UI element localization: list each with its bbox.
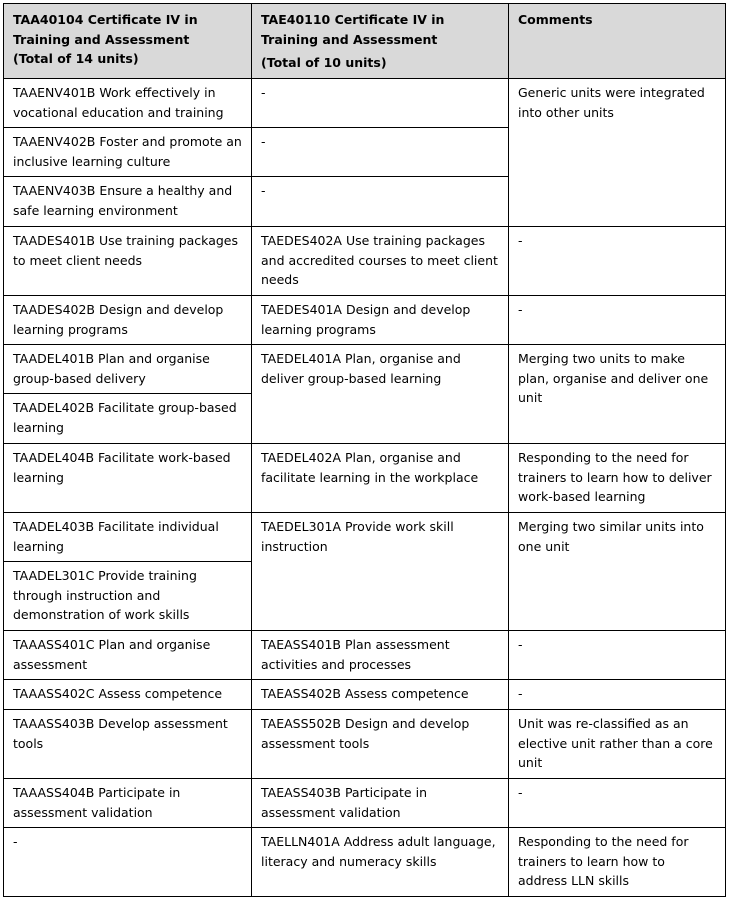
comment-cell: - (509, 227, 726, 296)
comment-cell: Responding to the need for trainers to learn how to address LLN skills (509, 828, 726, 897)
old-unit-cell: TAADEL401B Plan and organise group-based delivery (4, 345, 252, 394)
old-unit-cell: TAAASS403B Develop assessment tools (4, 710, 252, 779)
comment-cell: Generic units were integrated into other units (509, 79, 726, 227)
old-unit-cell: TAAENV403B Ensure a healthy and safe learning environment (4, 177, 252, 227)
new-unit-cell: TAEDEL402A Plan, organise and facilitate learning in the workplace (252, 444, 509, 513)
new-unit-cell: TAEASS401B Plan assessment activities and processes (252, 631, 509, 680)
old-unit-cell: TAAASS402C Assess competence (4, 680, 252, 710)
comment-cell: - (509, 631, 726, 680)
header-new-qualification: TAE40110 Certificate IV in Training and Assessment (Total of 10 units) (252, 4, 509, 79)
comment-cell: Merging two units to make plan, organise and deliver one unit (509, 345, 726, 444)
old-unit-cell: TAAASS401C Plan and organise assessment (4, 631, 252, 680)
old-unit-cell: TAADEL403B Facilitate individual learning (4, 513, 252, 562)
new-unit-cell: TAEASS403B Participate in assessment validation (252, 779, 509, 828)
old-unit-cell: TAADES402B Design and develop learning programs (4, 296, 252, 345)
new-unit-cell: TAEDES401A Design and develop learning programs (252, 296, 509, 345)
table-row (4, 444, 726, 513)
new-unit-cell: TAEASS502B Design and develop assessment tools (252, 710, 509, 779)
new-unit-cell: - (252, 128, 509, 177)
old-unit-cell: TAAENV402B Foster and promote an inclusive learning culture (4, 128, 252, 177)
comment-cell: - (509, 779, 726, 828)
table-row (4, 296, 726, 345)
new-unit-cell: TAEASS402B Assess competence (252, 680, 509, 710)
old-unit-cell: - (4, 828, 252, 897)
new-unit-cell: TAEDEL401A Plan, organise and deliver group-based learning (252, 345, 509, 444)
comment-cell: - (509, 296, 726, 345)
new-unit-cell: - (252, 177, 509, 227)
table-row (4, 345, 726, 394)
old-unit-cell: TAADEL404B Facilitate work-based learning (4, 444, 252, 513)
table-row (4, 779, 726, 828)
table-row (4, 828, 726, 897)
comment-cell: Unit was re-classified as an elective unit rather than a core unit (509, 710, 726, 779)
comment-cell: Merging two similar units into one unit (509, 513, 726, 631)
old-unit-cell: TAADEL301C Provide training through instruction and demonstration of work skills (4, 562, 252, 631)
new-unit-cell: TAEDES402A Use training packages and accredited courses to meet client needs (252, 227, 509, 296)
new-unit-cell: TAEDEL301A Provide work skill instruction (252, 513, 509, 631)
table-row (4, 513, 726, 562)
old-unit-cell: TAADES401B Use training packages to meet client needs (4, 227, 252, 296)
table-row (4, 680, 726, 710)
new-unit-cell: - (252, 79, 509, 128)
table-row (4, 710, 726, 779)
table-row (4, 227, 726, 296)
header-comments: Comments (509, 4, 726, 79)
comment-cell: Responding to the need for trainers to learn how to deliver work-based learning (509, 444, 726, 513)
comment-cell: - (509, 680, 726, 710)
old-unit-cell: TAAENV401B Work effectively in vocational education and training (4, 79, 252, 128)
header-old-qualification: TAA40104 Certificate IV in Training and Assessment (Total of 14 units) (4, 4, 252, 79)
header-row (4, 4, 726, 79)
unit-comparison-table (3, 3, 726, 897)
table-row (4, 79, 726, 128)
old-unit-cell: TAAASS404B Participate in assessment validation (4, 779, 252, 828)
table-row (4, 631, 726, 680)
old-unit-cell: TAADEL402B Facilitate group-based learning (4, 394, 252, 444)
new-unit-cell: TAELLN401A Address adult language, literacy and numeracy skills (252, 828, 509, 897)
